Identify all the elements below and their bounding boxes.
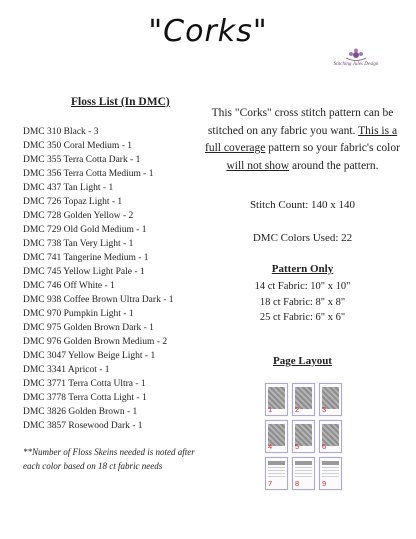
- floss-item: DMC 437 Tan Light - 1: [23, 183, 114, 193]
- fabric-size: 14 ct Fabric: 10" x 10": [254, 281, 351, 292]
- page-thumbnail: [292, 383, 315, 416]
- fabric-size: 25 ct Fabric: 6" x 6": [259, 312, 346, 323]
- floss-item: DMC 3778 Terra Cotta Light - 1: [23, 393, 147, 403]
- floss-item: DMC 729 Old Gold Medium - 1: [23, 225, 147, 235]
- floss-item: DMC 726 Topaz Light - 1: [23, 197, 123, 207]
- page-layout-grid: [265, 383, 345, 491]
- floss-item: DMC 3857 Rosewood Dark - 1: [23, 421, 143, 431]
- page-number: 7: [268, 479, 273, 488]
- fabric-sizes: [200, 279, 405, 326]
- floss-item: DMC 745 Yellow Light Pale - 1: [23, 267, 145, 277]
- page-number: 1: [268, 405, 273, 414]
- page-number: 4: [268, 442, 273, 451]
- page-thumbnail: [319, 457, 342, 490]
- logo: [330, 48, 382, 72]
- page-number: 3: [322, 405, 327, 414]
- floss-item: DMC 970 Pumpkin Light - 1: [23, 309, 134, 319]
- description-text: This "Corks" cross stitch pattern can be stitched on any fabric you want.: [207, 107, 394, 137]
- page-thumbnail: [292, 457, 315, 490]
- floss-list: [23, 125, 173, 433]
- description-emphasis: This is a full coverage: [205, 124, 398, 154]
- page-number: 8: [295, 479, 300, 488]
- pattern-only-heading: Pattern Only: [271, 263, 334, 275]
- floss-item: DMC 741 Tangerine Medium - 1: [23, 253, 149, 263]
- floss-item: DMC 356 Terra Cotta Medium - 1: [23, 169, 154, 179]
- pattern-title: "Corks": [148, 14, 268, 49]
- floss-item: DMC 728 Golden Yellow - 2: [23, 211, 134, 221]
- colors-used: DMC Colors Used: 22: [252, 232, 353, 244]
- floss-item: DMC 746 Off White - 1: [23, 281, 115, 291]
- page-layout-heading: Page Layout: [273, 355, 332, 367]
- logo-text: Stitching Jules Design: [333, 62, 379, 67]
- floss-item: DMC 3047 Yellow Beige Light - 1: [23, 351, 156, 361]
- description-text: around the pattern.: [289, 159, 379, 172]
- floss-item: DMC 976 Golden Brown Medium - 2: [23, 337, 168, 347]
- page-number: 2: [295, 405, 300, 414]
- page-thumbnail: [319, 383, 342, 416]
- floss-item: DMC 3826 Golden Brown - 1: [23, 407, 138, 417]
- page-number: 9: [322, 479, 327, 488]
- floss-item: DMC 938 Coffee Brown Ultra Dark - 1: [23, 295, 174, 305]
- description-text: pattern so your fabric's color: [265, 142, 400, 154]
- pattern-description: [200, 105, 405, 175]
- floss-item: DMC 738 Tan Very Light - 1: [23, 239, 134, 249]
- page-thumbnail: [292, 420, 315, 453]
- floss-list-heading: Floss List (In DMC): [71, 96, 170, 108]
- skein-note: **Number of Floss Skeins needed is noted after each color based on 18 ct fabric needs: [23, 447, 195, 471]
- floss-item: DMC 3341 Apricot - 1: [23, 365, 110, 375]
- page-number: 5: [295, 442, 300, 451]
- page-thumbnail: [265, 420, 288, 453]
- fabric-size: 18 ct Fabric: 8" x 8": [259, 296, 346, 308]
- floss-item: DMC 3771 Terra Cotta Ultra - 1: [23, 379, 146, 389]
- page-number: 6: [322, 442, 327, 451]
- page-thumbnail: [265, 383, 288, 416]
- stitch-count: Stitch Count: 140 x 140: [249, 199, 356, 211]
- floss-item: DMC 975 Golden Brown Dark - 1: [23, 323, 154, 333]
- page-thumbnail: [265, 457, 288, 490]
- floss-item: DMC 310 Black - 3: [23, 127, 99, 137]
- floss-item: DMC 355 Terra Cotta Dark - 1: [23, 155, 141, 165]
- page-thumbnail: [319, 420, 342, 453]
- description-emphasis: will not show: [226, 159, 290, 172]
- floss-item: DMC 350 Coral Medium - 1: [23, 141, 132, 151]
- flower-logo-icon: [344, 48, 368, 63]
